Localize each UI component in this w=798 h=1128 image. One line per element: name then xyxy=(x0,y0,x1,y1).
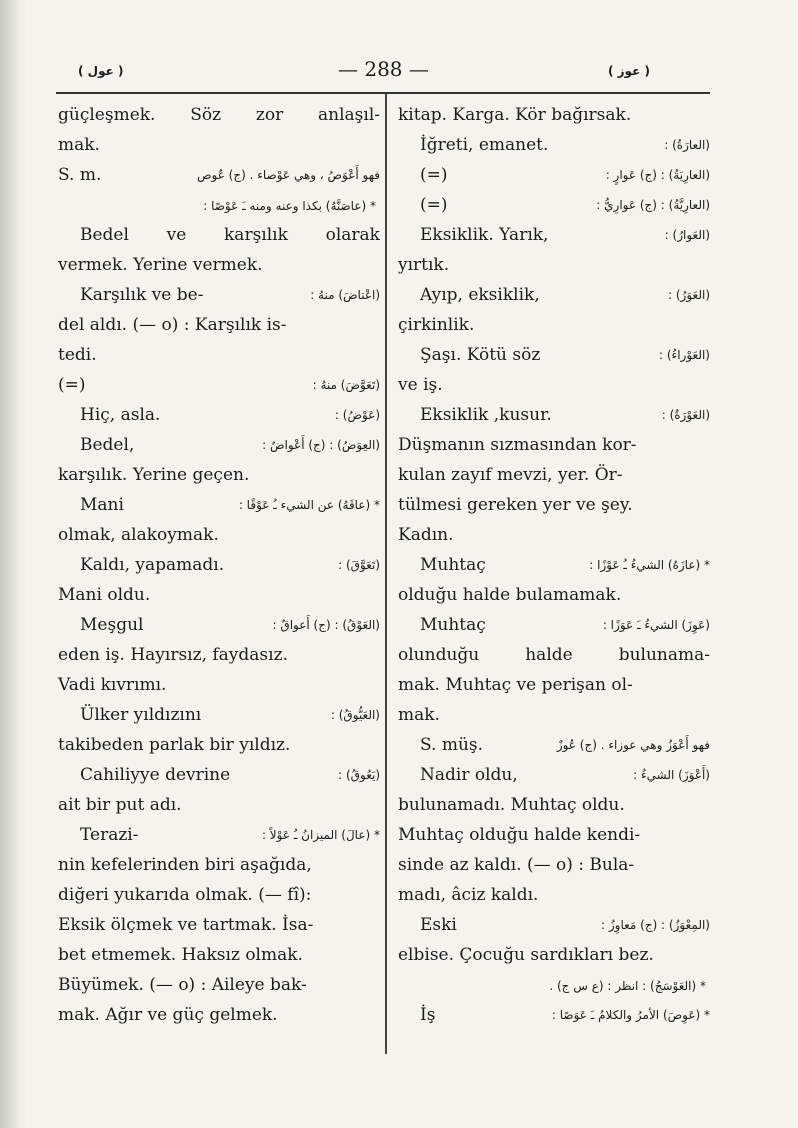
entry-definition-start: Nadir oldu, xyxy=(420,765,518,785)
right-line xyxy=(398,130,710,160)
right-line: kitap. Karga. Kör bağırsak. xyxy=(398,105,632,125)
arabic-headword: (العَوْراءُ) : xyxy=(659,348,710,362)
left-line: Eksik ölçmek ve tartmak. İsa- xyxy=(58,915,314,935)
right-line xyxy=(398,340,710,370)
entry-definition-start: (=) xyxy=(420,195,448,215)
left-line: ait bir put adı. xyxy=(58,795,182,815)
right-line xyxy=(398,400,710,430)
right-line: madı, âciz kaldı. xyxy=(398,885,539,905)
arabic-headword: * (عازَهُ) الشيءُ ـُ عَوْزًا : xyxy=(589,558,710,572)
left-line: diğeri yukarıda olmak. (— fî): xyxy=(58,885,312,905)
left-line: Büyümek. (— o) : Aileye bak- xyxy=(58,975,307,995)
entry-definition-start: Kaldı, yapamadı. xyxy=(80,555,225,575)
left-line: takibeden parlak bir yıldız. xyxy=(58,735,291,755)
right-line xyxy=(398,610,710,640)
right-line xyxy=(398,730,710,760)
entry-definition-start: Muhtaç xyxy=(420,615,486,635)
right-line: kulan zayıf mevzi, yer. Ör- xyxy=(398,465,623,485)
left-line: vermek. Yerine vermek. xyxy=(58,255,263,275)
arabic-headword: (اعْتاضَ) منهُ : xyxy=(310,288,380,302)
left-column xyxy=(58,100,380,1030)
left-line: tedi. xyxy=(58,345,97,365)
arabic-headword: (عَوْضُ) : xyxy=(334,408,380,422)
right-line xyxy=(398,190,710,220)
left-line xyxy=(58,430,380,460)
right-line xyxy=(398,760,710,790)
entry-definition-start: İğreti, emanet. xyxy=(420,135,549,155)
entry-definition-start: Eksiklik. Yarık, xyxy=(420,225,549,245)
arabic-headword: (العارِيَةُ) : (ج) عَوارٍ : xyxy=(605,168,710,182)
entry-definition-start: İş xyxy=(420,1005,436,1025)
left-line: eden iş. Hayırsız, faydasız. xyxy=(58,645,288,665)
right-line: mak. Muhtaç ve perişan ol- xyxy=(398,675,633,695)
entry-definition-start: Eksiklik ,kusur. xyxy=(420,405,552,425)
arabic-headword: (العَيُّوقُ) : xyxy=(330,708,380,722)
page-edge-shadow xyxy=(0,0,28,1128)
arabic-headword: (عَوِزَ) الشيءُ ـَ عَوَزًا : xyxy=(602,618,710,632)
left-line: olmak, alakoymak. xyxy=(58,525,219,545)
arabic-headword: (العَوْرَةُ) : xyxy=(661,408,710,422)
right-line: Kadın. xyxy=(398,525,454,545)
entry-definition-start: Cahiliyye devrine xyxy=(80,765,231,785)
left-line xyxy=(58,160,380,190)
right-line xyxy=(398,280,710,310)
right-line xyxy=(398,970,710,1000)
entry-definition-start: S. müş. xyxy=(420,735,484,755)
arabic-headword: * (عَوِصَ) الأمرُ والكلامُ ـَ عَوَصًا : xyxy=(551,1008,710,1022)
entry-definition-start: Ülker yıldızını xyxy=(80,705,202,725)
arabic-headword: (العارَةُ) : xyxy=(664,138,710,152)
arabic-headword: (العِوَضُ) : (ج) أَعْواضٌ : xyxy=(262,438,380,452)
entry-definition-start: Bedel, xyxy=(80,435,135,455)
right-line: yırtık. xyxy=(398,255,450,275)
left-line: Bedel ve karşılık olarak xyxy=(80,225,380,245)
left-line xyxy=(58,700,380,730)
left-line: nin kefelerinden biri aşağıda, xyxy=(58,855,312,875)
arabic-headword: (العَوْقُ) : (ج) أَعواقٌ : xyxy=(272,618,380,632)
arabic-headword: * (عالَ) الميزانُ ـُ عَوْلاً : xyxy=(261,828,380,842)
left-line: del aldı. (— o) : Karşılık is- xyxy=(58,315,287,335)
right-line: Düşmanın sızmasından kor- xyxy=(398,435,637,455)
left-line: Mani oldu. xyxy=(58,585,151,605)
entry-definition-start: Hiç, asla. xyxy=(80,405,161,425)
arabic-headword: (العَوارُ) : xyxy=(664,228,710,242)
left-line xyxy=(58,190,380,220)
right-line: mak. xyxy=(398,705,440,725)
entry-definition-start: Muhtaç xyxy=(420,555,486,575)
left-line: Vadi kıvrımı. xyxy=(58,675,167,695)
left-line: mak. xyxy=(58,135,100,155)
right-line xyxy=(398,910,710,940)
right-line: elbise. Çocuğu sardıkları bez. xyxy=(398,945,654,965)
entry-definition-start: Mani xyxy=(80,495,124,515)
left-line xyxy=(58,550,380,580)
right-line: Muhtaç olduğu halde kendi- xyxy=(398,825,641,845)
arabic-headword: (المِعْوَزُ) : (ج) مَعاوِزُ : xyxy=(601,918,710,932)
page-header xyxy=(0,52,798,92)
arabic-headword: (العارِيَّةُ) : (ج) عَوارِيُّ : xyxy=(596,198,710,212)
entry-definition-start: (=) xyxy=(58,375,86,395)
arabic-headword: * (عاقَهُ) عن الشيء ـُ عَوْقًا : xyxy=(238,498,380,512)
arabic-headword: (العَوَرُ) : xyxy=(668,288,710,302)
right-line xyxy=(398,160,710,190)
arabic-entry: * (عاصَنَّهُ) بكذا وعنه ومنه ـَ عَوْصًا : xyxy=(203,199,376,213)
header-right-entry: ( عوز ) xyxy=(608,64,650,78)
right-line xyxy=(398,1000,710,1030)
right-line xyxy=(398,550,710,580)
left-line: mak. Ağır ve güç gelmek. xyxy=(58,1005,278,1025)
left-line xyxy=(58,760,380,790)
right-line: ve iş. xyxy=(398,375,443,395)
left-line xyxy=(58,610,380,640)
right-line: tülmesi gereken yer ve şey. xyxy=(398,495,633,515)
entry-definition-start: S. m. xyxy=(58,165,102,185)
left-line: bet etmemek. Haksız olmak. xyxy=(58,945,303,965)
arabic-headword: (تَعَوَّقَ) : xyxy=(338,558,380,572)
arabic-entry: * (العَوْسَجُ) : انظر : (ع س ج) . xyxy=(549,979,706,993)
header-left-entry: ( عول ) xyxy=(78,64,124,78)
column-divider xyxy=(385,94,387,1054)
right-line: bulunamadı. Muhtaç oldu. xyxy=(398,795,625,815)
right-line: olduğu halde bulamamak. xyxy=(398,585,622,605)
right-column xyxy=(398,100,710,1030)
entry-definition-start: Terazi- xyxy=(80,825,139,845)
right-line: çirkinlik. xyxy=(398,315,475,335)
entry-definition-start: Eski xyxy=(420,915,457,935)
right-line xyxy=(398,220,710,250)
left-line: güçleşmek. Söz zor anlaşıl- xyxy=(58,105,380,125)
entry-definition-start: Meşgul xyxy=(80,615,144,635)
left-line: karşılık. Yerine geçen. xyxy=(58,465,250,485)
header-rule xyxy=(56,92,710,94)
arabic-headword: (أَعْوَزَ) الشيءُ : xyxy=(633,768,710,782)
entry-definition-start: Ayıp, eksiklik, xyxy=(420,285,540,305)
page-number: — 288 — xyxy=(338,57,429,81)
right-line: sinde az kaldı. (— o) : Bula- xyxy=(398,855,635,875)
arabic-headword: فهو أَعْوَصُ ، وهي عَوْصاء . (ج) عُوص xyxy=(196,168,380,182)
entry-definition-start: Şaşı. Kötü söz xyxy=(420,345,541,365)
left-line xyxy=(58,820,380,850)
left-line xyxy=(58,400,380,430)
right-line: olunduğu halde bulunama- xyxy=(398,645,710,665)
arabic-headword: (تَعَوَّضَ) منهُ : xyxy=(312,378,380,392)
entry-definition-start: Karşılık ve be- xyxy=(80,285,204,305)
left-line xyxy=(58,370,380,400)
arabic-headword: (يَعُوقُ) : xyxy=(338,768,380,782)
left-line xyxy=(58,280,380,310)
arabic-headword: فهو أَعْوَزُ وهي عوزاء . (ج) عُوزٌ xyxy=(556,738,710,752)
left-line xyxy=(58,490,380,520)
entry-definition-start: (=) xyxy=(420,165,448,185)
